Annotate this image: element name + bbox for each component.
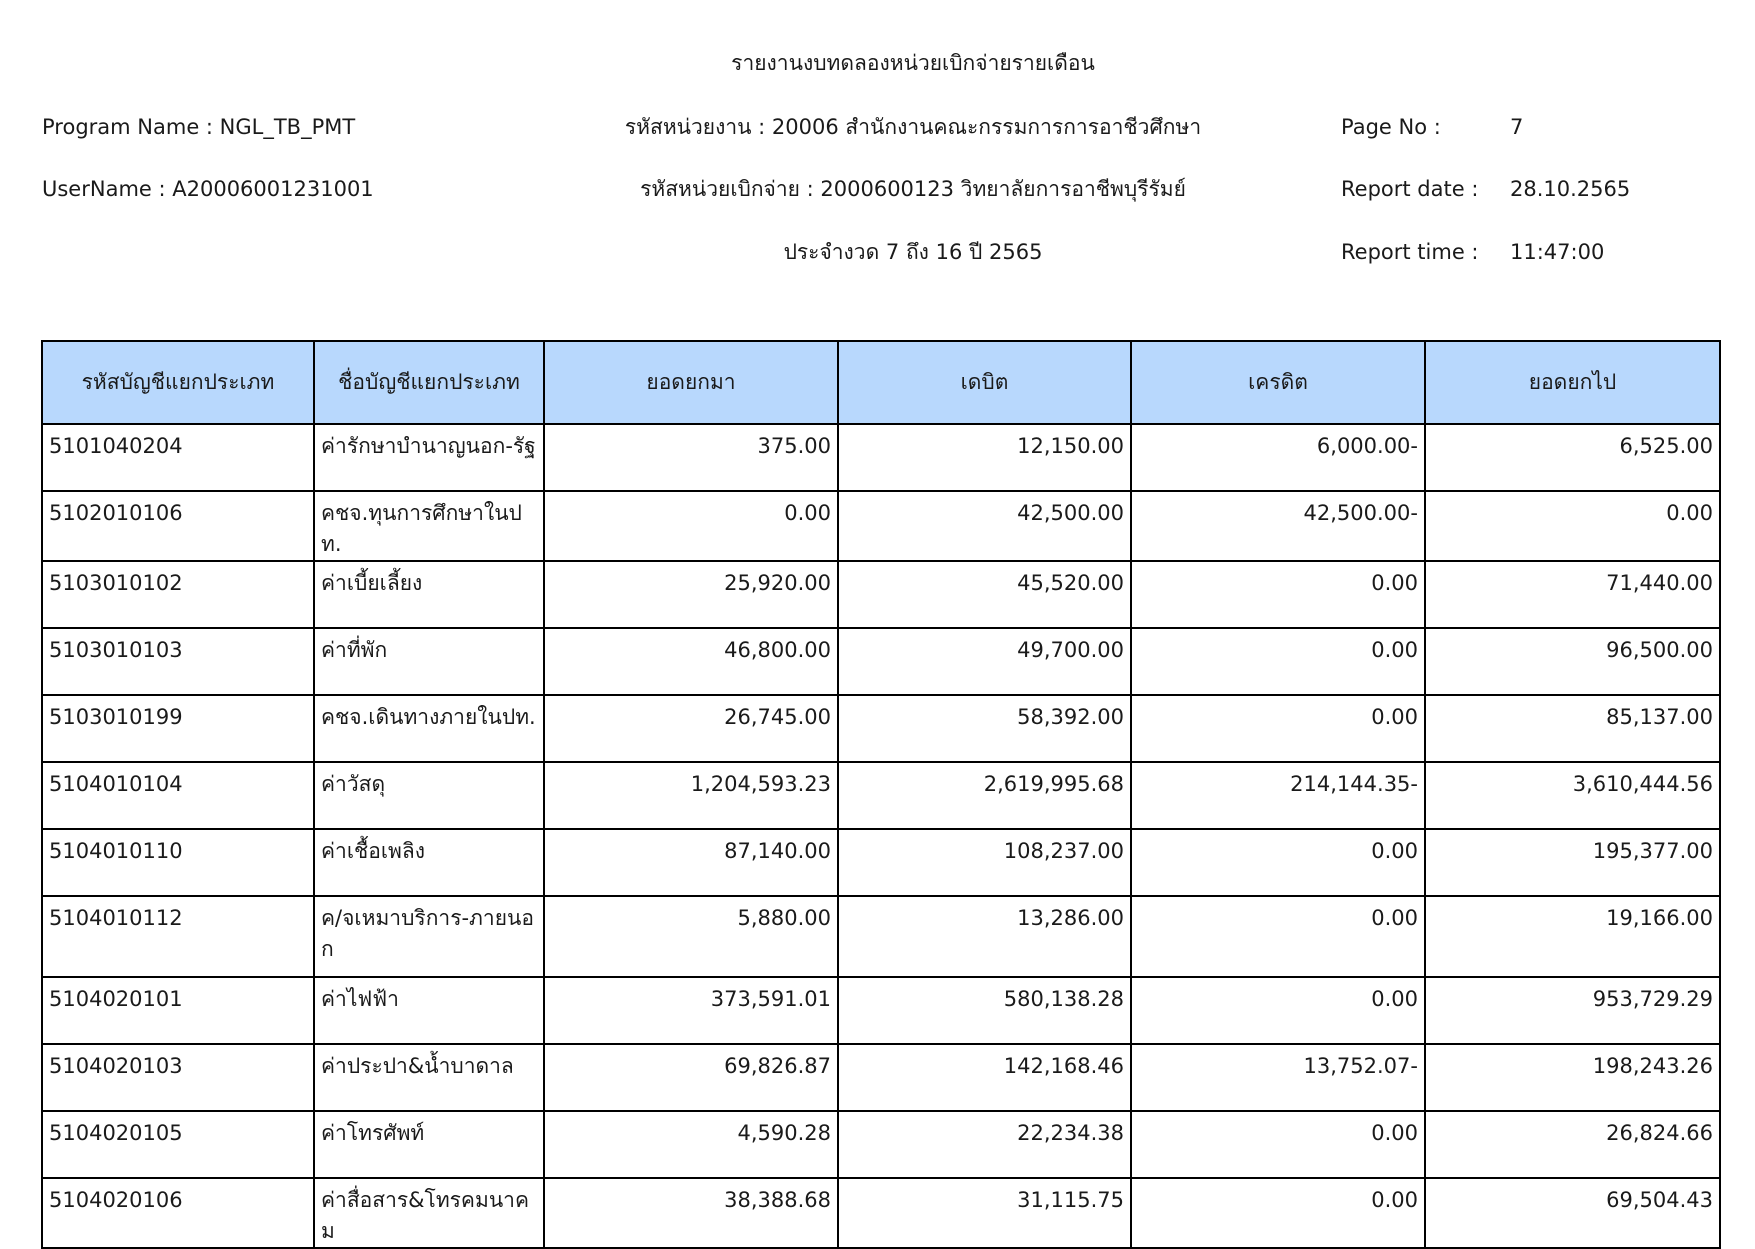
table-row (42, 762, 1720, 829)
report-time-label: Report time : (1341, 240, 1479, 264)
credit: 0.00 (1131, 1178, 1425, 1248)
account-name: ค่าสื่อสาร&โทรคมนาคม (314, 1178, 544, 1248)
account-name: คชจ.เดินทางภายในปท. (314, 695, 544, 762)
opening-balance: 46,800.00 (544, 628, 838, 695)
debit: 580,138.28 (838, 977, 1131, 1044)
program-name: Program Name : NGL_TB_PMT (42, 115, 356, 139)
debit: 2,619,995.68 (838, 762, 1131, 829)
closing-balance: 71,440.00 (1425, 561, 1720, 628)
closing-balance: 85,137.00 (1425, 695, 1720, 762)
closing-balance: 198,243.26 (1425, 1044, 1720, 1111)
credit: 0.00 (1131, 695, 1425, 762)
closing-balance: 96,500.00 (1425, 628, 1720, 695)
closing-balance: 195,377.00 (1425, 829, 1720, 896)
report-date-label: Report date : (1341, 177, 1479, 201)
account-name: ค่ารักษาบำนาญนอก-รัฐ (314, 424, 544, 491)
opening-balance: 0.00 (544, 491, 838, 561)
account-name: ค่าวัสดุ (314, 762, 544, 829)
table-row (42, 1178, 1720, 1248)
account-name: ค่าประปา&น้ำบาดาล (314, 1044, 544, 1111)
opening-balance: 87,140.00 (544, 829, 838, 896)
account-code: 5104020103 (42, 1044, 314, 1111)
disbursing-unit: รหัสหน่วยเบิกจ่าย : 2000600123 วิทยาลัยการอาชีพบุรีรัมย์ (640, 177, 1186, 201)
opening-balance: 4,590.28 (544, 1111, 838, 1178)
table-row (42, 491, 1720, 561)
account-code: 5104010112 (42, 896, 314, 977)
debit: 49,700.00 (838, 628, 1131, 695)
opening-balance: 375.00 (544, 424, 838, 491)
closing-balance: 3,610,444.56 (1425, 762, 1720, 829)
table-row (42, 1044, 1720, 1111)
account-name: ค่าที่พัก (314, 628, 544, 695)
closing-balance: 953,729.29 (1425, 977, 1720, 1044)
opening-balance: 69,826.87 (544, 1044, 838, 1111)
header-opening-balance: ยอดยกมา (544, 341, 838, 424)
debit: 42,500.00 (838, 491, 1131, 561)
closing-balance: 0.00 (1425, 491, 1720, 561)
table-row (42, 829, 1720, 896)
header-credit: เครดิต (1131, 341, 1425, 424)
debit: 22,234.38 (838, 1111, 1131, 1178)
account-code: 5104020105 (42, 1111, 314, 1178)
account-code: 5102010106 (42, 491, 314, 561)
table-row (42, 977, 1720, 1044)
credit: 13,752.07- (1131, 1044, 1425, 1111)
page-no-label: Page No : (1341, 115, 1441, 139)
table-header-row (42, 341, 1720, 424)
opening-balance: 26,745.00 (544, 695, 838, 762)
table-row (42, 424, 1720, 491)
closing-balance: 26,824.66 (1425, 1111, 1720, 1178)
opening-balance: 38,388.68 (544, 1178, 838, 1248)
debit: 45,520.00 (838, 561, 1131, 628)
account-code: 5104020101 (42, 977, 314, 1044)
report-time-value: 11:47:00 (1510, 240, 1605, 264)
account-name: คชจ.ทุนการศึกษาในปท. (314, 491, 544, 561)
report-date-value: 28.10.2565 (1510, 177, 1631, 201)
debit: 31,115.75 (838, 1178, 1131, 1248)
account-code: 5101040204 (42, 424, 314, 491)
report-title: รายงานงบทดลองหน่วยเบิกจ่ายรายเดือน (731, 51, 1095, 75)
user-name: UserName : A20006001231001 (42, 177, 374, 201)
opening-balance: 5,880.00 (544, 896, 838, 977)
page-no-value: 7 (1510, 115, 1524, 139)
opening-balance: 1,204,593.23 (544, 762, 838, 829)
header-account-code: รหัสบัญชีแยกประเภท (42, 341, 314, 424)
account-code: 5103010102 (42, 561, 314, 628)
table-row (42, 561, 1720, 628)
account-name: ค/จเหมาบริการ-ภายนอก (314, 896, 544, 977)
credit: 0.00 (1131, 896, 1425, 977)
table-row (42, 1111, 1720, 1178)
credit: 0.00 (1131, 977, 1425, 1044)
opening-balance: 373,591.01 (544, 977, 838, 1044)
debit: 12,150.00 (838, 424, 1131, 491)
account-code: 5104010104 (42, 762, 314, 829)
table-row (42, 628, 1720, 695)
account-code: 5103010199 (42, 695, 314, 762)
report-period: ประจำงวด 7 ถึง 16 ปี 2565 (783, 240, 1043, 264)
account-name: ค่าไฟฟ้า (314, 977, 544, 1044)
debit: 142,168.46 (838, 1044, 1131, 1111)
debit: 108,237.00 (838, 829, 1131, 896)
header-debit: เดบิต (838, 341, 1131, 424)
credit: 6,000.00- (1131, 424, 1425, 491)
opening-balance: 25,920.00 (544, 561, 838, 628)
agency-code: รหัสหน่วยงาน : 20006 สำนักงานคณะกรรมการการอาชีวศึกษา (624, 115, 1202, 139)
header-closing-balance: ยอดยกไป (1425, 341, 1720, 424)
account-name: ค่าโทรศัพท์ (314, 1111, 544, 1178)
credit: 0.00 (1131, 1111, 1425, 1178)
table-row (42, 695, 1720, 762)
closing-balance: 19,166.00 (1425, 896, 1720, 977)
trial-balance-table (41, 340, 1721, 1249)
closing-balance: 6,525.00 (1425, 424, 1720, 491)
credit: 42,500.00- (1131, 491, 1425, 561)
credit: 214,144.35- (1131, 762, 1425, 829)
account-code: 5104020106 (42, 1178, 314, 1248)
credit: 0.00 (1131, 628, 1425, 695)
credit: 0.00 (1131, 561, 1425, 628)
account-code: 5104010110 (42, 829, 314, 896)
debit: 58,392.00 (838, 695, 1131, 762)
closing-balance: 69,504.43 (1425, 1178, 1720, 1248)
account-code: 5103010103 (42, 628, 314, 695)
account-name: ค่าเบี้ยเลี้ยง (314, 561, 544, 628)
table-row (42, 896, 1720, 977)
account-name: ค่าเชื้อเพลิง (314, 829, 544, 896)
credit: 0.00 (1131, 829, 1425, 896)
header-account-name: ชื่อบัญชีแยกประเภท (314, 341, 544, 424)
debit: 13,286.00 (838, 896, 1131, 977)
